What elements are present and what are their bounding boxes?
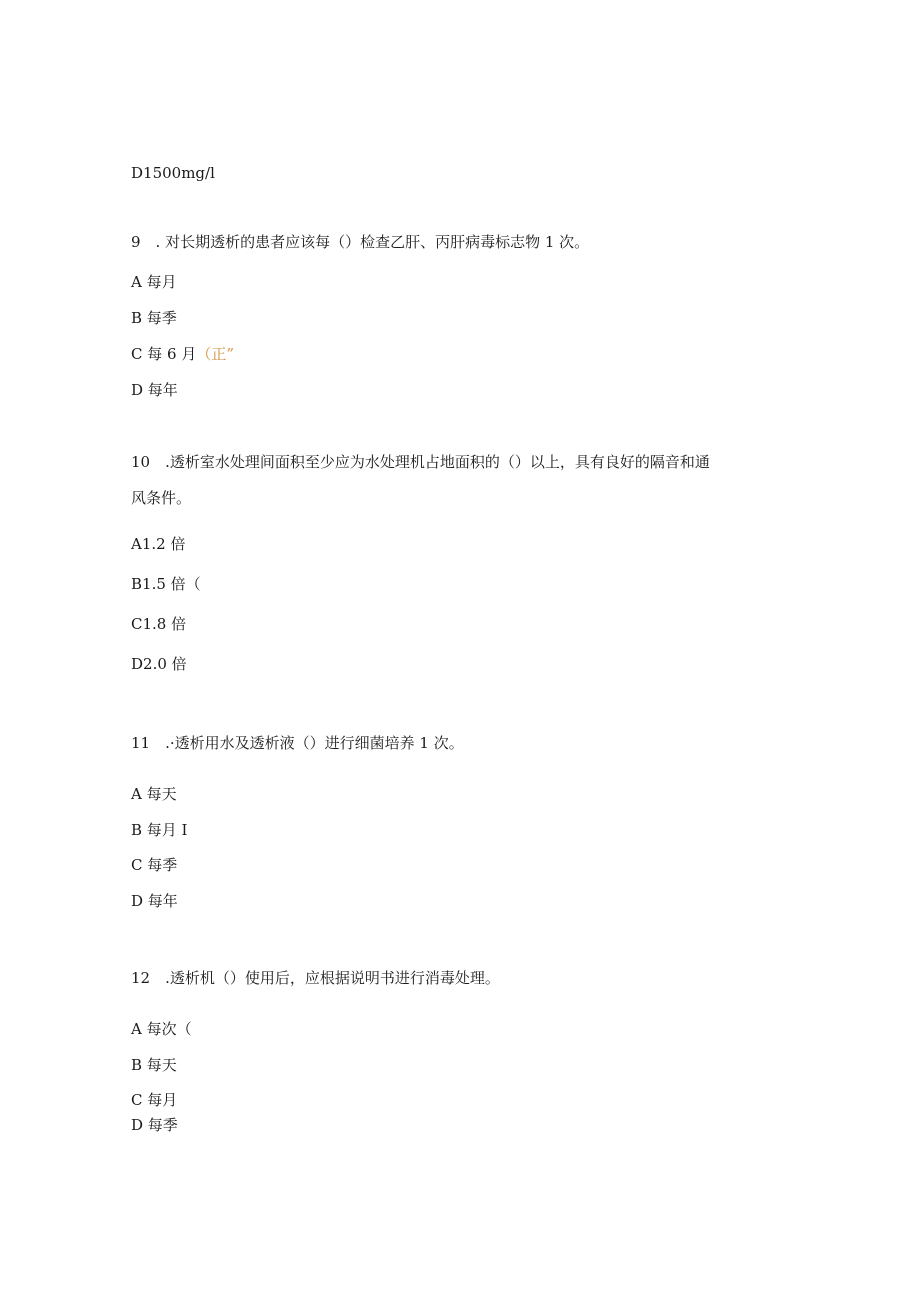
q12-option-d: D 每季 (131, 1116, 178, 1134)
q10-option-d: D2.0 倍 (131, 655, 187, 673)
q11-option-b: B 每月 I (131, 821, 188, 839)
q11-option-a: A 每天 (131, 785, 177, 803)
q11-stem: 11 .·透析用水及透析液（）进行细菌培养 1 次。 (131, 734, 464, 752)
q9-stem: 9 . 对长期透析的患者应该每（）检查乙肝、丙肝病毒标志物 1 次。 (131, 233, 590, 251)
q11-option-d: D 每年 (131, 892, 178, 910)
prev-option-d: D1500mg/l (131, 164, 215, 182)
q11-option-c: C 每季 (131, 856, 178, 874)
q9-option-c-text: C 每 6 月 (131, 345, 197, 363)
q9-option-a: A 每月 (131, 273, 177, 291)
q10-option-c: C1.8 倍 (131, 615, 187, 633)
q9-answer-mark: （正” (196, 345, 234, 363)
q12-stem: 12 .透析机（）使用后，应根据说明书进行消毒处理。 (131, 969, 500, 987)
q12-option-c: C 每月 (131, 1091, 178, 1109)
q9-option-b: B 每季 (131, 309, 177, 327)
q9-option-d: D 每年 (131, 381, 178, 399)
q10-option-b: B1.5 倍（ (131, 575, 201, 593)
q12-option-b: B 每天 (131, 1056, 177, 1074)
q9-option-c (131, 344, 234, 364)
q10-stem-line1: 10 .透析室水处理间面积至少应为水处理机占地面积的（）以上，具有良好的隔音和通 (131, 453, 710, 471)
q10-stem-line2: 风条件。 (131, 489, 192, 507)
q10-option-a: A1.2 倍 (131, 535, 186, 553)
q12-option-a: A 每次（ (131, 1020, 192, 1038)
